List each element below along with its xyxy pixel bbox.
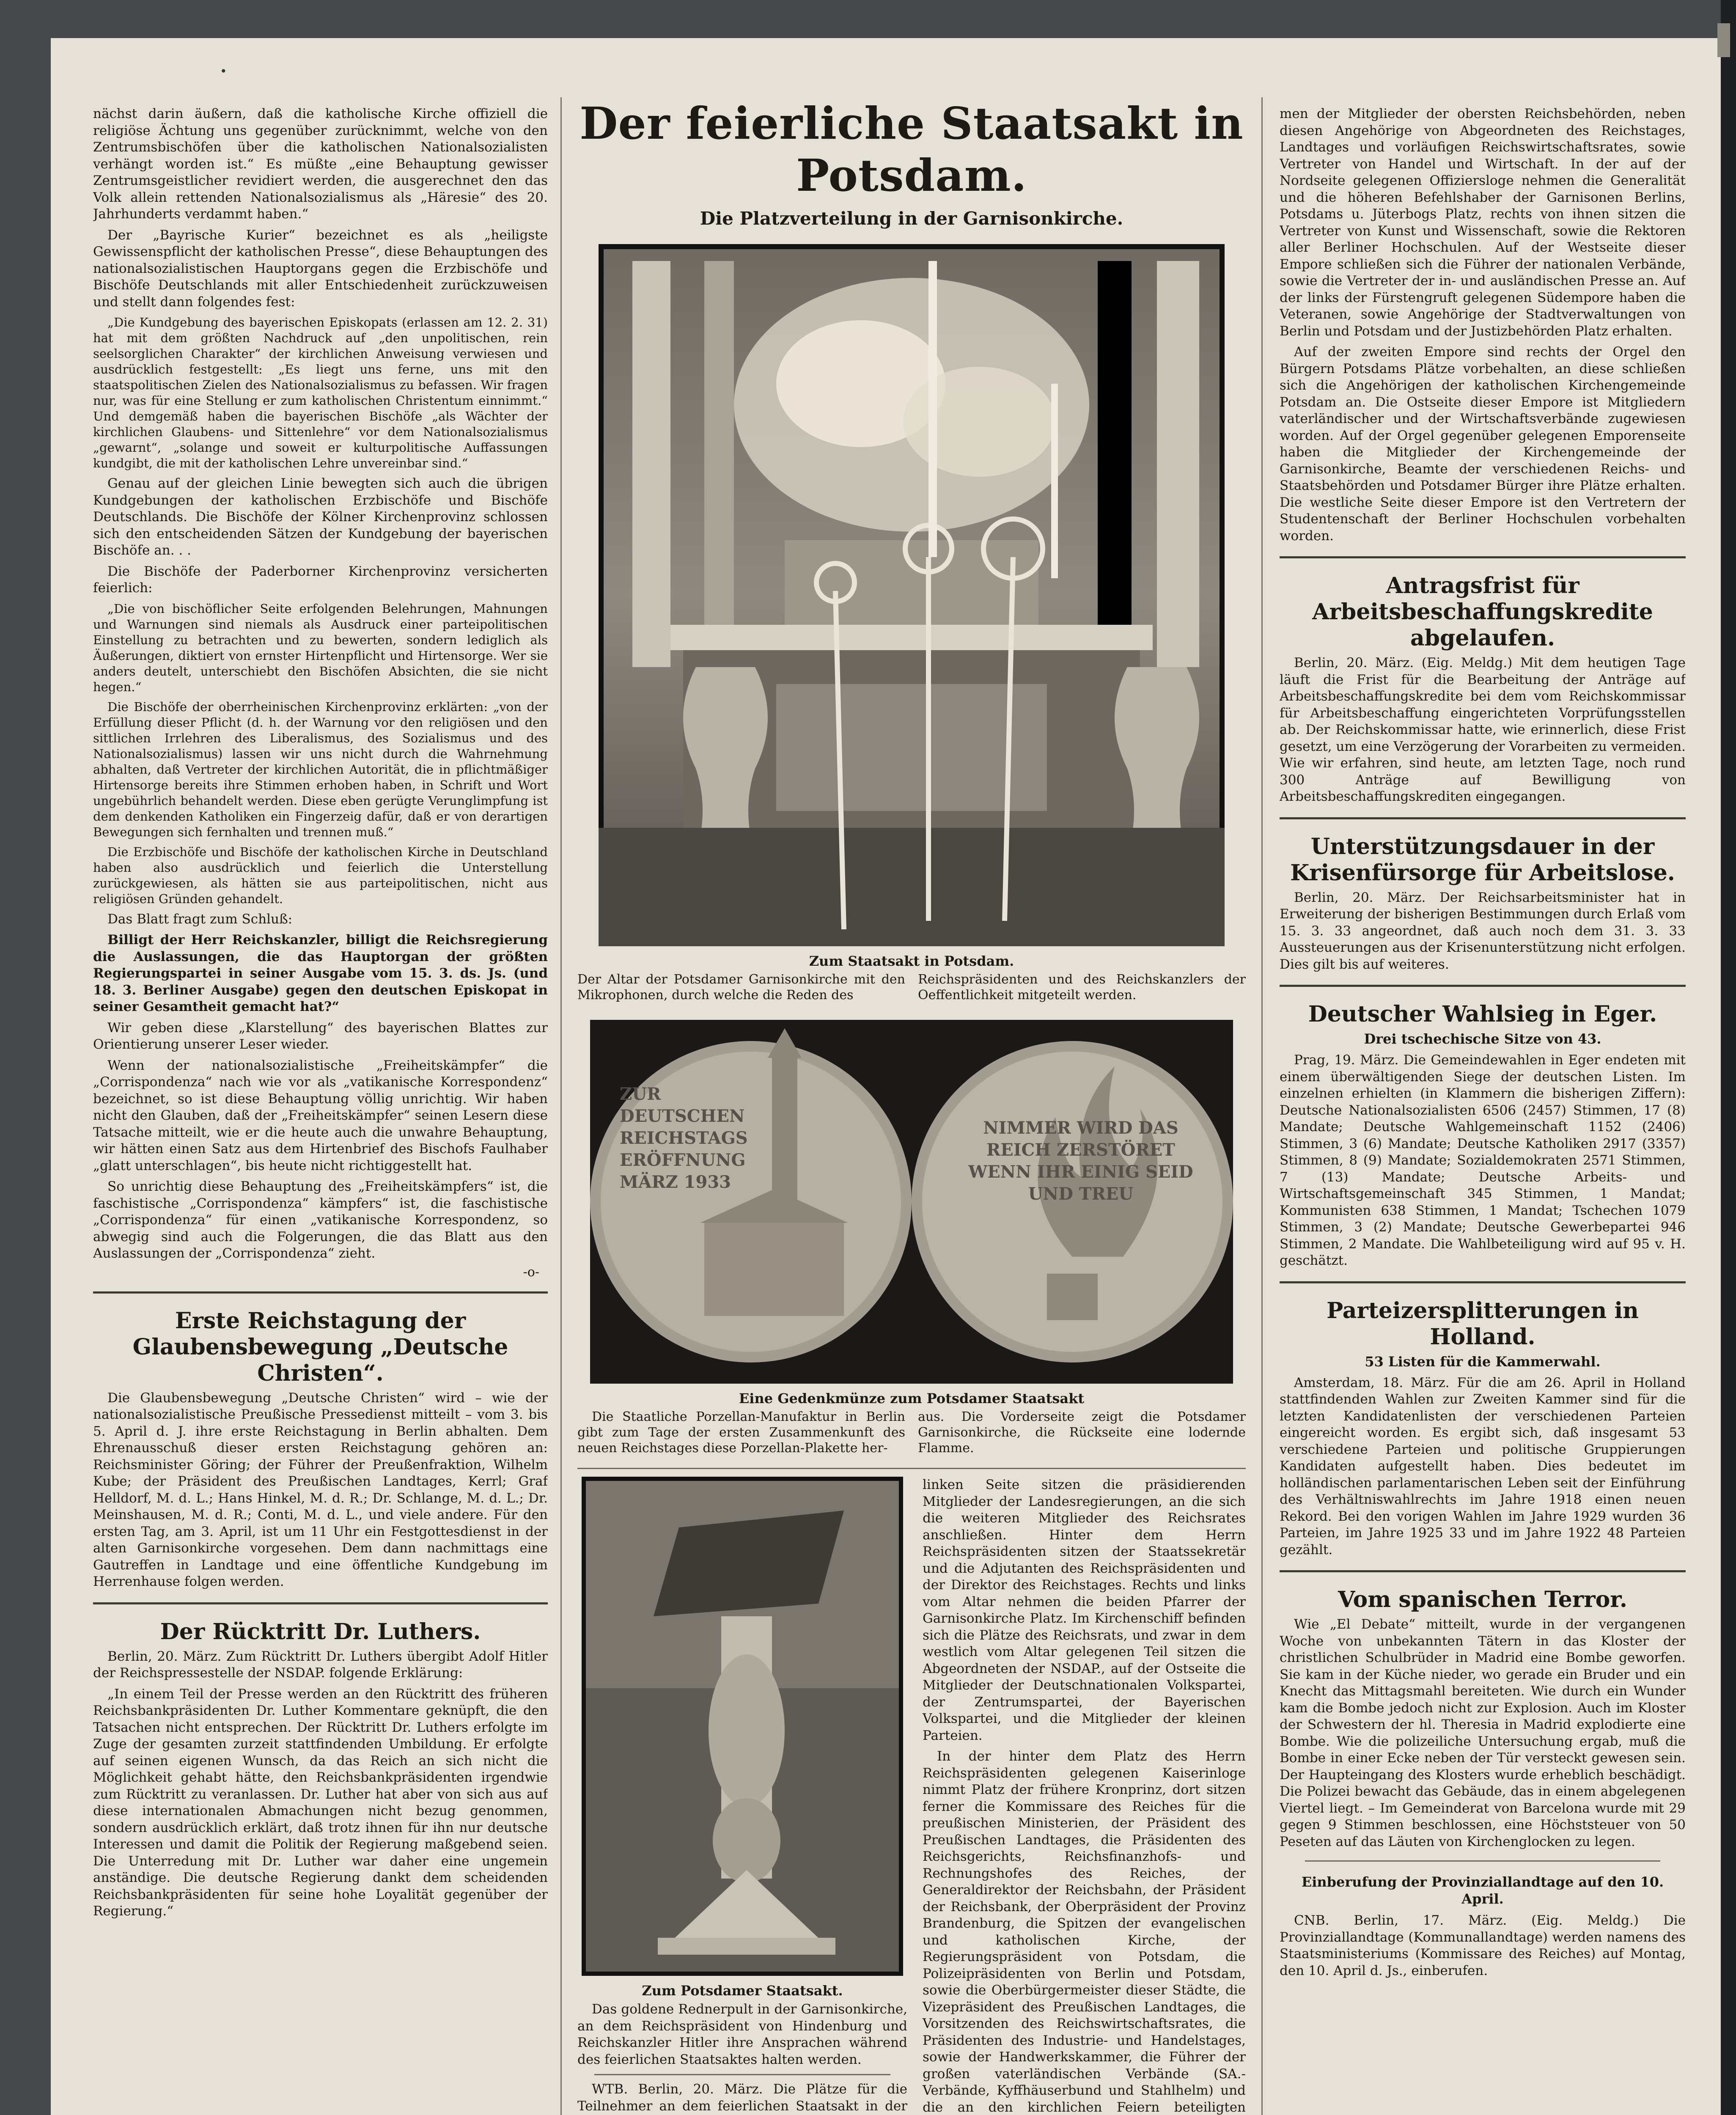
caption-lectern: Zum Potsdamer Staatsakt.: [642, 1983, 843, 1999]
paragraph: Die Erzbischöfe und Bischöfe der katholischen Kirche in Deutschland haben also ausdrücklich und feierlich die Unterstellung zurückgewiesen, als hätten sie aus parteipolitischen, nicht aus religiösen Gründen gehandelt.: [93, 844, 548, 906]
headline-unterstuetzung: Unterstützungsdauer in der Krisenfürsorge für Arbeitslose.: [1290, 833, 1675, 886]
headline-eger: Deutscher Wahlsieg in Eger.: [1308, 1001, 1657, 1027]
lectern-image: [582, 1477, 903, 1976]
lower-center-block: [577, 1477, 1246, 2115]
newspaper-page: [51, 38, 1721, 2115]
paragraph: So unrichtig diese Behauptung des „Freiheitskämpfers“ ist, die faschistische „Corrispondenza“ kämpfers“ ist, die faschistische „Corrispondenza“ für einen „vatikanische Korrespondenz, so abwegig sind auch die Folgerungen, die das Blatt aus den Auslassungen der „Corrispondenza“ zieht.: [93, 1179, 548, 1261]
lower-center-right: [923, 1477, 1246, 2115]
separator: [1305, 1860, 1660, 1862]
separator: [1280, 1281, 1686, 1283]
column-rule-2: [1261, 97, 1263, 2115]
lectern-photo: [582, 1477, 903, 1976]
caption-text: Das goldene Rednerpult in der Garnisonkirche, an dem Reichspräsident von Hindenburg und Reichskanzler Hitler ihre Ansprachen während des feierlichen Staatsaktes halten werden.: [577, 2002, 907, 2067]
separator: [594, 2074, 890, 2075]
headline-luther: Der Rücktritt Dr. Luthers.: [160, 1618, 481, 1645]
separator: [93, 1602, 548, 1604]
altar-image: [599, 244, 1225, 946]
paragraph: Der „Bayrische Kurier“ bezeichnet es als „heiligste Gewissenspflicht der katholischen Presse“, diese Behauptungen des nationalsozialistischen Hauptorgans gegen die Erzbischöfe und Bischöfe Deutschlands mit aller Entschiedenheit zurückzuweisen und stellt dann folgendes fest:: [93, 227, 548, 310]
separator: [93, 1291, 548, 1294]
paragraph: Genau auf der gleichen Linie bewegten sich auch die übrigen Kundgebungen der katholischen Erzbischöfe und Bischöfe Deutschlands. Die Bischöfe der Kölner Kirchenprovinz schlossen sich den entscheidenden Sätzen der Kundgebung der bayerischen Bischöfe an. . .: [93, 476, 548, 558]
lower-center-left: [577, 1477, 907, 2115]
paragraph: Prag, 19. März. Die Gemeindewahlen in Eger endeten mit einem überwältigenden Siege der deutschen Listen. Im einzelnen erhielten (in Klammern die bisherigen Ziffern): Deutsche Nationalsozialisten 6506 (2457) Stimmen, 17 (8) Mandate; Deutsche Wahlgemeinschaft 1152 (2406) Stimmen, 3 (6) Mandate; Deutsche Katholiken 2917 (3357) Stimmen, 8 (9) Mandate; Sozialdemokraten 2571 Stimmen, 7 (13) Mandate; Deutsche Arbeits- und Wirtschaftsgemeinschaft 345 Stimmen, 1 Mandat; Kommunisten 638 Stimmen, 1 Mandat; Tschechen 1079 Stimmen, 3 (2) Mandate; Deutsche Gewerbepartei 946 Stimmen, 2 Mandate. Die Wahlbeteiligung wird auf 95 v. H. geschätzt.: [1280, 1052, 1686, 1268]
paragraph: Berlin, 20. März. (Eig. Meldg.) Mit dem heutigen Tage läuft die Frist für die Bearbeitung der Anträge auf Arbeitsbeschaffungskredite bei dem vom Reichskommissar für Arbeitsbeschaffung eingerichteten Vorprüfungsstellen ab. Der Reichskommissar hatte, wie erinnerlich, diese Frist gesetzt, um eine Verzögerung der Vorarbeiten zu vermeiden. Wie wir erfahren, sind heute, am letzten Tage, noch rund 300 Anträge auf Bewilligung von Arbeitsbeschaffungskrediten eingegangen.: [1280, 655, 1686, 804]
caption-text-right: aus. Die Vorderseite zeigt die Potsdamer Garnisonkirche, die Rückseite eine lodernde Flamme.: [918, 1409, 1246, 1456]
paragraph: Das Blatt fragt zum Schluß:: [107, 911, 293, 927]
separator: [577, 1468, 1246, 1469]
quote-paragraph: Die Bischöfe der oberrheinischen Kirchenprovinz erklärten: „von der Erfüllung dieser Pflicht (d. h. der Warnung vor den religiösen und den sittlichen Irrlehren des Liberalismus, des Sozialismus und des Nationalsozialismus) lassen wir uns nicht durch die Wahrnehmung abhalten, daß Vertreter der kirchlichen Autorität, die in pflichtmäßiger Hirtensorge bereits ihre Stimmen erhoben haben, in Schrift und Wort ungebührlich behandelt werden. Diese eben gerügte Verunglimpfung ist dem denkenden Katholiken ein Fingerzeig dafür, daß er von derartigen Bewegungen sich fernhalten und trennen muß.“: [93, 699, 548, 839]
paragraph: CNB. Berlin, 17. März. (Eig. Meldg.) Die Provinziallandtage (Kommunallandtage) werden namens des Staatsministeriums (Kommissare des Reiches) auf Montag, den 10. April d. Js., einberufen.: [1280, 1913, 1686, 1978]
scan-edge: [1721, 0, 1736, 2115]
paragraph: Berlin, 20. März. Der Reichsarbeitsminister hat in Erweiterung der bisherigen Bestimmungen durch Erlaß vom 15. 3. 33 angeordnet, daß auch noch dem 31. 3. 33 Aussteuerungen aus der Krisenunterstützung nicht erfolgen. Dies gilt bis auf weiteres.: [1280, 890, 1686, 972]
paragraph: „In einem Teil der Presse werden an den Rücktritt des früheren Reichsbankpräsidenten Dr. Luther Kommentare geknüpft, die den Tatsachen nicht entsprechen. Der Rücktritt Dr. Luthers erfolgte im Zuge der gesamten zurzeit stattfindenden Umbildung. Er erfolgte auf seinen eigenen Wunsch, da das Reich an sich nicht die Möglichkeit gehabt hätte, den Reichsbankpräsidenten irgendwie zum Rücktritt zu veranlassen. Dr. Luther hat aber von sich aus auf diese internationalen Abmachungen nicht bezug genommen, sondern ausdrücklich erklärt, daß trotz ihnen für ihn nur deutsche Interessen und damit die Politik der Regierung maßgebend seien. Die Unterredung mit Dr. Luther war daher eine ungemein anständige. Die deutsche Regierung dankt dem scheidenden Reichsbankpräsidenten für seine hohe Loyalität gegenüber der Regierung.“: [93, 1686, 548, 1919]
paragraph: Amsterdam, 18. März. Für die am 26. April in Holland stattfindenden Wahlen zur Zweiten Kammer sind für die letzten Kandidatenlisten der verschiedenen Parteien eingereicht worden. Es ergibt sich, daß insgesamt 53 verschiedene Parteien und politische Gruppierungen Kandidaten aufgestellt haben. Dies bedeutet im holländischen parlamentarischen Leben seit der Einführung des Verhältniswahlrechts im Jahre 1918 einen neuen Rekord. Bei den vorigen Wahlen im Jahre 1929 wurden 36 Parteien, im Jahre 1925 33 und im Jahre 1922 48 Parteien gezählt.: [1280, 1375, 1686, 1557]
separator: [1280, 1570, 1686, 1572]
column-left: [93, 106, 548, 2115]
column-rule-1: [560, 97, 562, 2115]
paragraph: linken Seite sitzen die präsidierenden Mitglieder der Landesregierungen, an die sich die weiteren Mitglieder des Reichsrates anschließen. Hinter dem Herrn Reichspräsidenten sitzen der Staatssekretär und die Adjutanten des Reichspräsidenten und der Direktor des Reichstages. Rechts und links vom Altar nehmen die beiden Pfarrer der Garnisonkirche Platz. Im Kirchenschiff befinden sich die Plätze des Reichsrats, und zwar in dem westlich vom Altar gelegenen Teil sitzen die Abgeordneten der NSDAP., auf der Ostseite die Mitglieder der Deutschnationalen Volkspartei, der Zentrumspartei, der Bayerischen Volkspartei, und die Mitglieder der kleinen Parteien.: [923, 1477, 1246, 1743]
headline-terror: Vom spanischen Terror.: [1338, 1587, 1628, 1612]
scan-edge-tab: [1717, 23, 1730, 57]
altar-photo: [599, 244, 1225, 946]
main-subheadline: Die Platzverteilung in der Garnisonkirche.: [700, 208, 1123, 229]
quote-paragraph: „Die Kundgebung des bayerischen Episkopats (erlassen am 12. 2. 31) hat mit dem größten Nachdruck auf „den unpolitischen, rein seelsorglichen Charakter“ der kirchlichen Anweisung verwiesen und ausdrücklich festgestellt: „Es liegt uns ferne, uns mit den staatspolitischen Zielen des Nationalsozialismus zu befassen. Wir fragen nur, was für eine Stellung er zum katholischen Christentum einnimmt.“ Und demgemäß haben die bayerischen Bischöfe „als Wächter der kirchlichen Glaubens- und Sittenlehre“ vor dem Nationalsozialismus „gewarnt“, „solange und soweit er kulturpolitische Auffassungen kundgibt, die mit der katholischen Lehre unvereinbar sind.“: [93, 315, 548, 470]
paragraph: Auf der zweiten Empore sind rechts der Orgel den Bürgern Potsdams Plätze vorbehalten, an diese schließen sich die Angehörigen der katholischen Kirchengemeinde Potsdam an. Die Ostseite dieser Empore ist Mitgliedern vaterländischer und der Wirtschaftsverbände zugewiesen worden. Auf der Orgel gegenüber gelegenen Emporenseite haben die Mitglieder der Kirchengemeinde der Garnisonkirche, Beamte der verschiedenen Reichs- und Staatsbehörden und Potsdamer Bürger ihre Plätze erhalten. Die westliche Seite dieser Empore ist den Vertretern der Studentenschaft der Berliner Hochschulen vorbehalten worden.: [1280, 344, 1686, 544]
caption-text-left: Der Altar der Potsdamer Garnisonkirche mit den Mikrophonen, durch welche die Reden des: [577, 972, 905, 1003]
quote-paragraph: „Die von bischöflicher Seite erfolgenden Belehrungen, Mahnungen und Warnungen sind niemals als Ausdruck einer parteipolitischen Einstellung zu betrachten und zu bewerten, sondern lediglich als Äußerungen, diktiert von ernster Hirtenpflicht und Hirtensorge. Wer sie anders deutelt, unterschiebt den Bischöfen Absichten, die sie nicht hegen.“: [93, 601, 548, 694]
subheadline-holland: 53 Listen für die Kammerwahl.: [1365, 1353, 1601, 1370]
coin-inscription-right: NIMMER WIRD DAS REICH ZERSTÖRET WENN IHR EINIG SEID UND TREU: [968, 1118, 1193, 1204]
margin-mark: •: [220, 64, 227, 78]
paragraph: Die Bischöfe der Paderborner Kirchenprovinz versicherten feierlich:: [93, 563, 548, 596]
main-headline: Der feierliche Staatsakt in Potsdam.: [580, 97, 1244, 201]
article-continuation: nächst darin äußern, daß die katholische Kirche offiziell die religiöse Ächtung uns gegenüber zurücknimmt, welche von den Zentrumsbischöfen über die katholischen Nationalsozialisten verhängt worden ist.“ Es müßte „eine Behauptung gewisser Zentrumsgeistlicher revidiert werden, die ausgerechnet den das Volk allein rettenden Nationalsozialismus als „Häresie“ des 20. Jahrhunderts verdammt haben.“: [93, 106, 548, 222]
paragraph: Die Glaubensbewegung „Deutsche Christen“ wird – wie der nationalsozialistische Preußische Pressedienst mitteilt – vom 3. bis 5. April d. J. ihre erste Reichstagung in Berlin abhalten. Dem Ehrenausschuß dieser ersten Reichstagung gehören an: Reichsminister Göring; der Führer der Preußenfraktion, Wilhelm Kube; der Präsident des Preußischen Landtages, Kerrl; Graf Helldorf, M. d. L.; Hans Hinkel, M. d. R.; Dr. Schlange, M. d. L.; Dr. Meinshausen, M. d. R.; Conti, M. d. L., und viele andere. Für den ersten Tag, am 3. April, ist um 11 Uhr ein Festgottesdienst in der alten Garnisonkirche vorgesehen. Dem dann nachmittags eine Gautreffen in Landtage und eine öffentliche Kundgebung im Herrenhause folgen werden.: [93, 1390, 548, 1589]
paragraph: Wie „El Debate“ mitteilt, wurde in der vergangenen Woche von unbekannten Tätern in das Kloster der christlichen Schulbrüder in Madrid eine Bombe geworfen. Sie kam in der Küche nieder, wo gerade ein Bruder und ein Knecht das Mittagsmahl bereiteten. Wie durch ein Wunder kam die Bombe jedoch nicht zur Explosion. Auch im Kloster der Schwestern der hl. Theresia in Madrid explodierte eine Bombe. Wie die polizeiliche Untersuchung ergab, muß die Bombe in einer Ecke neben der Tür versteckt gewesen sein. Der Haupteingang des Klosters wurde erheblich beschädigt. Die Polizei bewacht das Gebäude, das in einem abgelegenen Viertel liegt. – Im Gemeinderat von Barcelona wurde mit 29 gegen 9 Stimmen beschlossen, eine Höchststeuer von 50 Peseten auf das Läuten von Kirchenglocken zu legen.: [1280, 1617, 1686, 1849]
separator: [1280, 556, 1686, 558]
coin-caption-text: [577, 1409, 1246, 1460]
paragraph: In der hinter dem Platz des Herrn Reichspräsidenten gelegenen Kaiserinloge nimmt Platz der frühere Kronprinz, dort sitzen ferner die Kommissare des Reiches für die preußischen Ministerien, der Präsident des Preußischen Landtages, die Präsidenten des Reichsgerichts, Reichsfinanzhofs- und Rechnungshofes des Reiches, der Generaldirektor der Reichsbahn, der Präsident der Reichsbank, der Oberpräsident der Provinz Brandenburg, die Spitzen der evangelischen und katholischen Kirche, der Regierungspräsident von Potsdam, die Polizeipräsidenten von Berlin und Potsdam, sowie die Oberbürgermeister dieser Städte, die Vizepräsident des Preußischen Landtages, die Vorsitzenden des Reichswirtschaftsrates, die Präsidenten des Industrie- und Handelstages, sowie der Handwerkskammer, die Führer der großen vaterländischen Verbände (SA.-Verbände, Kyffhäuserbund und Stahlhelm) und die an den kirchlichen Feiern beteiligten: [923, 1749, 1246, 2115]
coin-photo: [590, 1020, 1233, 1384]
column-right: [1280, 106, 1686, 2115]
paragraph: Berlin, 20. März. Zum Rücktritt Dr. Luthers übergibt Adolf Hitler der Reichspressestelle der NSDAP. folgende Erklärung:: [93, 1648, 548, 1681]
bold-paragraph: Billigt der Herr Reichskanzler, billigt die Reichsregierung die Auslassungen, die das Hauptorgan der größten Regierungspartei in seiner Ausgabe vom 15. 3. ds. Js. (und 18. 3. Berliner Ausgabe) gegen den deutschen Episkopat in seiner Gesamtheit gemacht hat?“: [93, 932, 548, 1014]
column-center: [577, 89, 1246, 2115]
coin-inscription-left: ZUR DEUTSCHEN REICHSTAGS ERÖFFNUNG MÄRZ 1933: [620, 1084, 748, 1192]
caption-altar: Zum Staatsakt in Potsdam.: [809, 953, 1014, 969]
separator: [1280, 817, 1686, 819]
paragraph: Wir geben diese „Klarstellung“ des bayerischen Blattes zur Orientierung unserer Leser wieder.: [93, 1020, 548, 1052]
separator: [1280, 985, 1686, 987]
headline-landtage: Einberufung der Provinziallandtage auf den 10. April.: [1301, 1874, 1664, 1907]
headline-deutsche-christen: Erste Reichstagung der Glaubensbewegung „Deutsche Christen“.: [132, 1307, 508, 1386]
caption-text-right: Reichspräsidenten und des Reichskanzlers der Oeffentlichkeit mitgeteilt werden.: [918, 972, 1246, 1003]
headline-antragsfrist: Antragsfrist für Arbeitsbeschaffungskredite abgelaufen.: [1312, 573, 1653, 651]
paragraph: WTB. Berlin, 20. März. Die Plätze für die Teilnehmer an dem feierlichen Staatsakt in der: [577, 2082, 907, 2114]
paragraph: Wenn der nationalsozialistische „Freiheitskämpfer“ die „Corrispondenza“ nach wie vor als „vatikanische Korrespondenz“ bezeichnet, so ist diese Behauptung völlig unrichtig. Wir haben nicht den Glauben, daß der „Freiheitskämpfer“ seinen Lesern diese Tatsache mitteilt, wie er die heute auch die unwahre Behauptung, wir hätten einen Satz aus dem Hirtenbrief des Bischofs Faulhaber „glatt unterschlagen“, bis heute nicht richtiggestellt hat.: [93, 1058, 548, 1173]
caption-coin: Eine Gedenkmünze zum Potsdamer Staatsakt: [739, 1390, 1085, 1406]
altar-caption-text: [577, 972, 1246, 1007]
end-mark: -o-: [523, 1264, 539, 1280]
paragraph: men der Mitglieder der obersten Reichsbehörden, neben diesen Angehörige von Abgeordneten des Reichstages, Landtages und vorläufigen Reichswirtschaftsrates, sowie Vertreter von Handel und Wirtschaft. In der auf der Nordseite gelegenen Offiziersloge nehmen die Generalität und die höheren Befehlshaber der Garnisonen Berlins, Potsdams u. Jüterbogs Platz, rechts von ihnen sitzen die Vertreter von Kunst und Wissenschaft, sowie die Rektoren aller Berliner Hochschulen. Auf der Westseite dieser Empore schließen sich die Führer der nationalen Verbände, sowie die Vertreter der in- und ausländischen Presse an. Auf der links der Fürstengruft gelegenen Südempore haben die Veteranen, sowie Angehörige der Stadtverwaltungen von Berlin und Potsdam und der Justizbehörden Platz erhalten.: [1280, 106, 1686, 339]
subheadline-eger: Drei tschechische Sitze von 43.: [1364, 1031, 1601, 1047]
headline-holland: Parteizersplitterungen in Holland.: [1327, 1297, 1639, 1350]
caption-text-left: Die Staatliche Porzellan-Manufaktur in Berlin gibt zum Tage der ersten Zusammenkunft des neuen Reichstages diese Porzellan-Plakette her-: [577, 1409, 905, 1456]
